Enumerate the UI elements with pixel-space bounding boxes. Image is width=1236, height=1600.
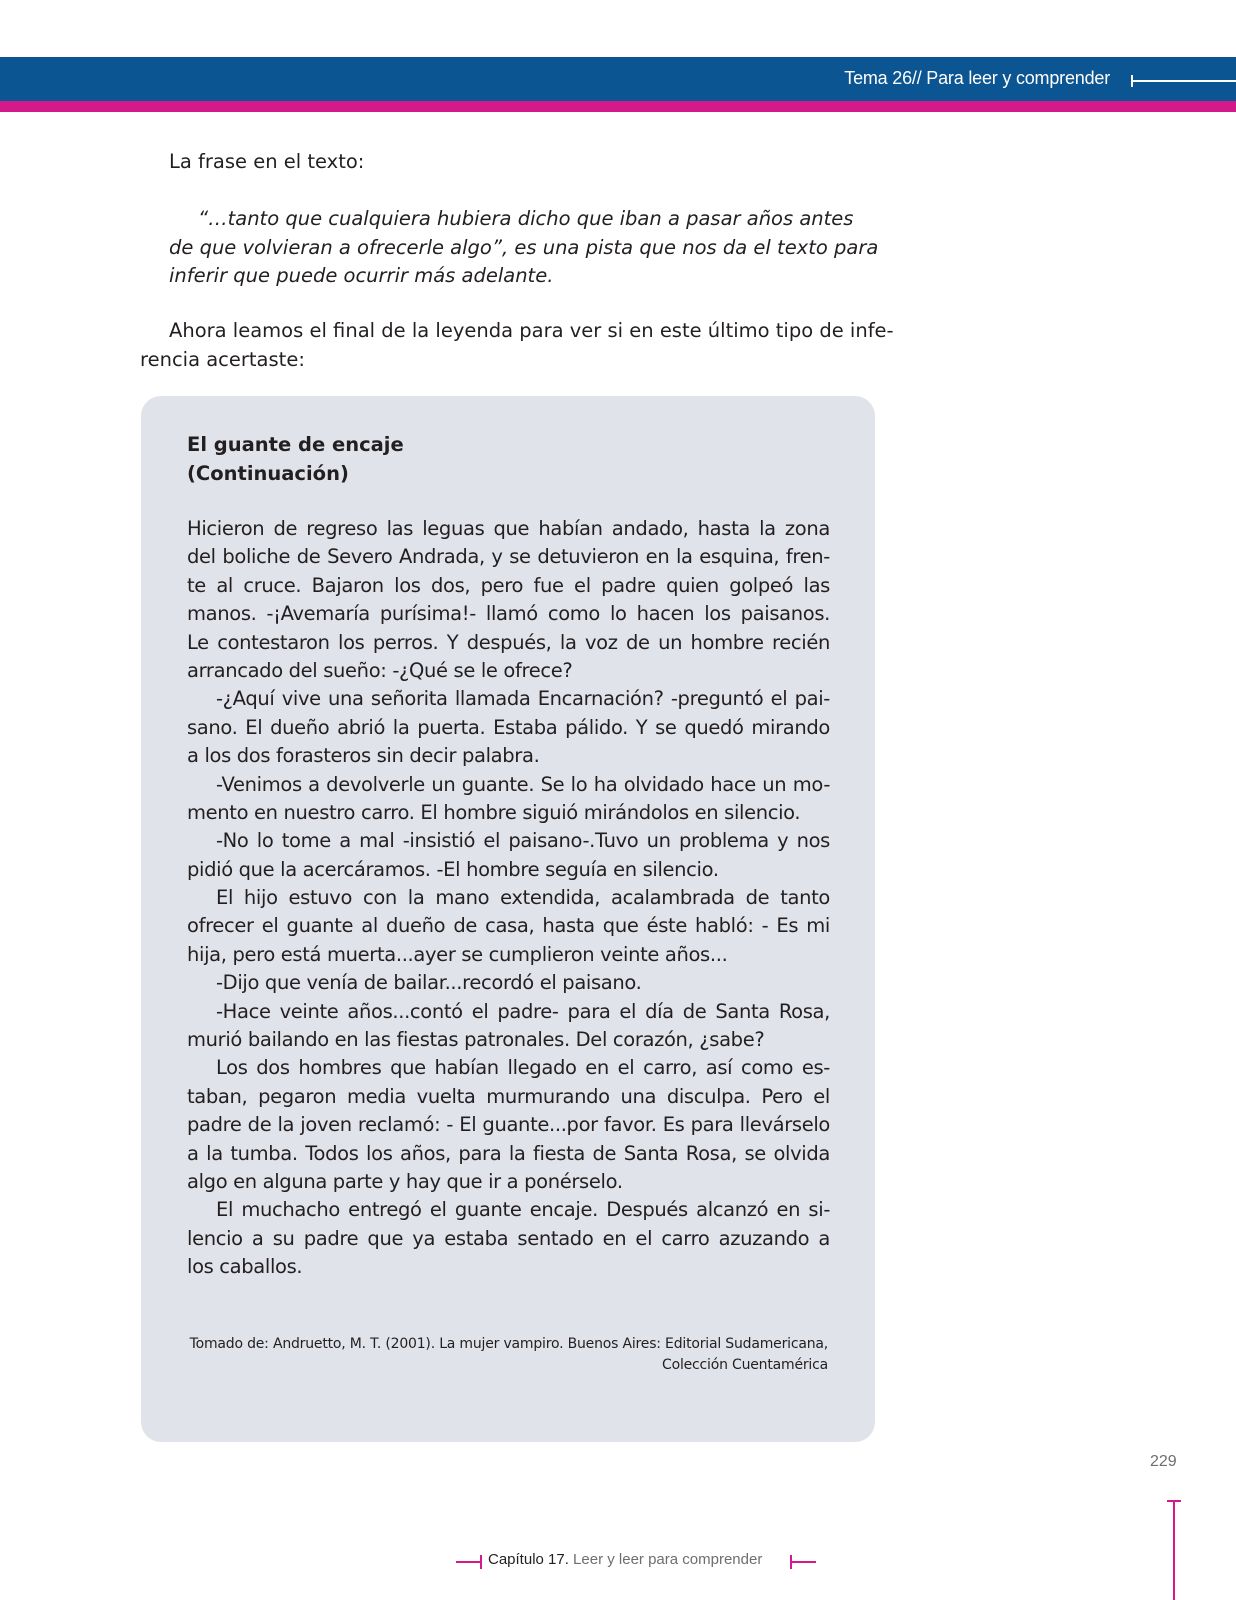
story-body: [187, 515, 830, 1282]
footer-chapter-title: Leer y leer para comprender: [568, 1551, 763, 1568]
footer: [488, 1551, 786, 1568]
footer-left-rule: [456, 1561, 482, 1563]
story-line: ofrecer el guante al dueño de casa, hasta que éste habló: - Es mi: [187, 914, 830, 938]
quoted-phrase: [169, 205, 879, 291]
margin-rule-tick: [1167, 1500, 1181, 1502]
story-line: pidió que la acercáramos. -El hombre seguía en silencio.: [187, 857, 719, 881]
story-line: del boliche de Severo Andrada, y se detuvieron en la esquina, fren-: [187, 545, 830, 569]
story-line: El muchacho entregó el guante encaje. Después alcanzó en si-: [216, 1198, 830, 1222]
intro-label: La frase en el texto:: [169, 150, 365, 173]
transition-line: Ahora leamos el final de la leyenda para ver si en este último tipo de infe-: [169, 319, 894, 342]
story-line: Hicieron de regreso las leguas que habían andado, hasta la zona: [187, 517, 830, 540]
story-line: Le contestaron los perros. Y después, la voz de un hombre recién: [187, 630, 830, 654]
story-line: a la tumba. Todos los años, para la fiesta de Santa Rosa, se olvida: [187, 1141, 830, 1165]
footer-right-tick: [790, 1555, 792, 1569]
story-line: manos. -¡Avemaría purísima!- llamó como lo hacen los paisanos.: [187, 602, 830, 626]
transition-paragraph: [140, 317, 894, 374]
story-line: Los dos hombres que habían llegado en el carro, así como es-: [216, 1056, 830, 1080]
citation-line: Colección Cuentamérica: [662, 1357, 828, 1373]
story-line: taban, pegaron media vuelta murmurando una disculpa. Pero el: [187, 1084, 830, 1108]
story-line: -¿Aquí vive una señorita llamada Encarnación? -preguntó el pai-: [216, 687, 830, 711]
source-citation: [180, 1334, 828, 1376]
footer-chapter: Capítulo 17.: [488, 1551, 569, 1568]
story-line: -Dijo que venía de bailar...recordó el paisano.: [216, 971, 642, 995]
header-rule: [1131, 80, 1236, 82]
story-line: arrancado del sueño: -¿Qué se le ofrece?: [187, 658, 573, 682]
story-line: hija, pero está muerta...ayer se cumplieron veinte años...: [187, 942, 728, 966]
footer-right-rule: [790, 1561, 816, 1563]
footer-left-tick: [480, 1555, 482, 1569]
story-line: te al cruce. Bajaron los dos, pero fue el padre quien golpeó las: [187, 573, 830, 597]
quote-line: “…tanto que cualquiera hubiera dicho que iban a pasar años antes: [198, 207, 854, 230]
story-line: a los dos forasteros sin decir palabra.: [187, 744, 540, 768]
story-line: lencio a su padre que ya estaba sentado en el carro azuzando a: [187, 1226, 830, 1250]
margin-rule: [1173, 1500, 1175, 1600]
story-heading: [187, 431, 827, 488]
page-number: 229: [1150, 1453, 1177, 1470]
story-line: El hijo estuvo con la mano extendida, acalambrada de tanto: [216, 886, 830, 910]
story-line: mento en nuestro carro. El hombre siguió mirándolos en silencio.: [187, 800, 801, 824]
story-line: -Venimos a devolverle un guante. Se lo ha olvidado hace un mo-: [216, 772, 830, 796]
story-line: algo en alguna parte y hay que ir a ponérselo.: [187, 1169, 623, 1193]
story-line: murió bailando en las fiestas patronales. Del corazón, ¿sabe?: [187, 1028, 765, 1052]
story-line: sano. El dueño abrió la puerta. Estaba pálido. Y se quedó mirando: [187, 715, 830, 739]
header-rule-tick: [1131, 75, 1133, 87]
transition-line: rencia acertaste:: [140, 347, 305, 371]
story-line: los caballos.: [187, 1255, 303, 1279]
story-title: El guante de encaje: [187, 433, 404, 456]
quote-line: inferir que puede ocurrir más adelante.: [169, 264, 554, 287]
header-accent-stripe: [0, 101, 1236, 112]
story-line: padre de la joven reclamó: - El guante...por favor. Es para llevárselo: [187, 1113, 830, 1137]
quote-line: de que volvieran a ofrecerle algo”, es una pista que nos da el texto para: [169, 235, 879, 259]
story-subtitle: (Continuación): [187, 461, 349, 485]
running-header-title: Tema 26// Para leer y comprender: [844, 68, 1110, 88]
story-line: -No lo tome a mal -insistió el paisano-.Tuvo un problema y nos: [216, 829, 830, 853]
citation-line: Tomado de: Andruetto, M. T. (2001). La mujer vampiro. Buenos Aires: Editorial Sudamericana,: [189, 1336, 828, 1352]
story-line: -Hace veinte años...contó el padre- para el día de Santa Rosa,: [216, 999, 830, 1023]
